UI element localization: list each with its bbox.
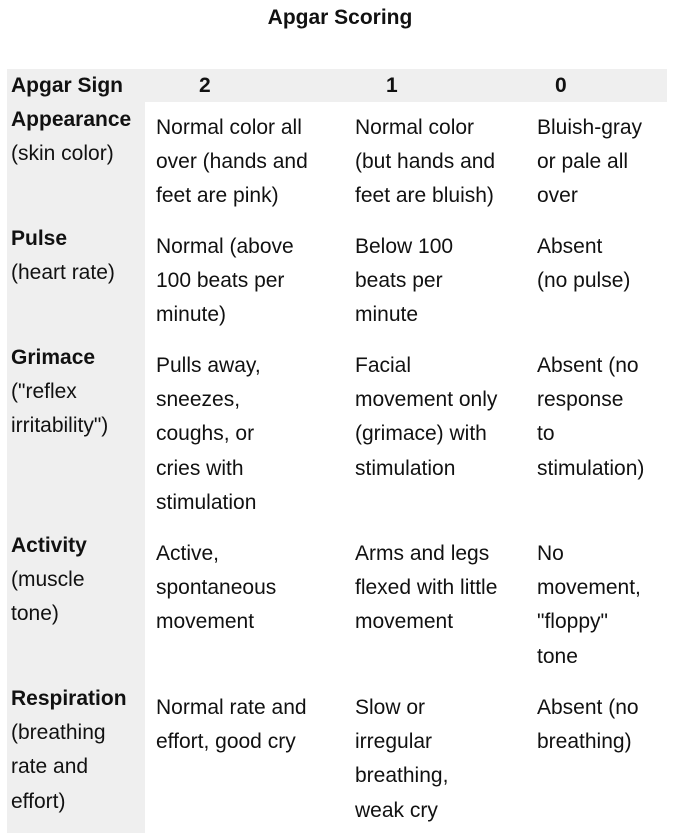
cell-text-line: movement xyxy=(355,610,454,634)
row-respiration-score-1 xyxy=(355,691,448,828)
row-respiration-score-2 xyxy=(156,691,307,759)
cell-text-line: movement only xyxy=(355,388,498,412)
cell-text-line: Pulls away, xyxy=(156,354,261,377)
sign-name: Pulse xyxy=(11,227,68,250)
cell-text-line: response xyxy=(537,388,624,412)
cell-text-line: spontaneous xyxy=(156,576,277,600)
row-activity-score-0 xyxy=(537,537,641,674)
cell-text-line: over (hands and xyxy=(156,150,308,174)
sign-description: tone) xyxy=(11,602,59,626)
cell-text-line: No xyxy=(537,542,564,565)
cell-text-line: minute) xyxy=(156,303,227,327)
row-pulse-sign xyxy=(11,222,115,290)
cell-text-line: breathing, xyxy=(355,764,449,788)
cell-text-line: cries with xyxy=(156,456,244,480)
cell-text-line: (but hands and xyxy=(355,150,496,174)
row-respiration-sign xyxy=(11,682,127,819)
cell-text-line: Facial xyxy=(355,354,412,377)
cell-text-line: Absent (no xyxy=(537,696,639,719)
sign-description: (heart rate) xyxy=(11,261,115,285)
sign-name: Grimace xyxy=(11,346,96,369)
cell-text-line: Absent (no xyxy=(537,354,639,377)
cell-text-line: (grimace) with xyxy=(355,422,487,446)
row-activity-score-2 xyxy=(156,537,276,640)
cell-text-line: irregular xyxy=(355,730,433,754)
cell-text-line: movement, xyxy=(537,576,641,600)
cell-text-line: 100 beats per xyxy=(156,269,285,293)
cell-text-line: Arms and legs xyxy=(355,542,490,565)
sign-description: rate and xyxy=(11,755,89,779)
row-respiration-score-0 xyxy=(537,691,639,759)
row-grimace-score-0 xyxy=(537,349,644,486)
table-title: Apgar Scoring xyxy=(267,6,413,29)
sign-description: irritability") xyxy=(11,414,109,438)
cell-text-line: (no pulse) xyxy=(537,269,631,293)
sign-description: (skin color) xyxy=(11,142,114,166)
cell-text-line: beats per xyxy=(355,269,443,293)
row-pulse-score-0 xyxy=(537,230,630,298)
row-activity-sign xyxy=(11,529,87,632)
cell-text-line: stimulation xyxy=(156,490,257,514)
row-grimace-score-1 xyxy=(355,349,497,486)
cell-text-line: or pale all xyxy=(537,150,629,174)
cell-text-line: Slow or xyxy=(355,696,426,719)
sign-description: (muscle xyxy=(11,568,85,592)
row-appearance-score-2 xyxy=(156,111,308,214)
sign-description: (breathing xyxy=(11,721,106,745)
cell-text-line: Normal color xyxy=(355,116,475,139)
row-pulse-score-2 xyxy=(156,230,294,333)
cell-text-line: movement xyxy=(156,610,255,634)
cell-text-line: "floppy" xyxy=(537,610,608,634)
row-appearance-score-0 xyxy=(537,111,642,214)
cell-text-line: sneezes, xyxy=(156,388,241,412)
row-grimace-sign xyxy=(11,341,108,444)
sign-name: Respiration xyxy=(11,687,127,710)
cell-text-line: over xyxy=(537,184,578,208)
cell-text-line: tone xyxy=(537,644,578,668)
cell-text-line: Below 100 xyxy=(355,235,454,258)
row-grimace-score-2 xyxy=(156,349,261,520)
cell-text-line: Normal color all xyxy=(156,116,302,139)
header-score-0: 0 xyxy=(555,74,567,97)
row-appearance-sign xyxy=(11,103,131,171)
cell-text-line: Normal (above xyxy=(156,235,294,258)
cell-text-line: to xyxy=(537,422,555,446)
sign-description: effort) xyxy=(11,789,66,813)
cell-text-line: stimulation) xyxy=(537,456,645,480)
cell-text-line: minute xyxy=(355,303,419,327)
cell-text-line: Normal rate and xyxy=(156,696,307,719)
cell-text-line: breathing) xyxy=(537,730,632,754)
cell-text-line: coughs, or xyxy=(156,422,255,446)
row-appearance-score-1 xyxy=(355,111,495,214)
cell-text-line: weak cry xyxy=(355,798,438,822)
header-apgar-sign: Apgar Sign xyxy=(11,74,124,97)
cell-text-line: Active, xyxy=(156,542,220,565)
cell-text-line: flexed with little xyxy=(355,576,498,600)
cell-text-line: feet are pink) xyxy=(156,184,279,208)
sign-name: Activity xyxy=(11,534,87,557)
header-score-1: 1 xyxy=(386,74,398,97)
cell-text-line: effort, good cry xyxy=(156,730,296,754)
cell-text-line: Absent xyxy=(537,235,603,258)
cell-text-line: Bluish-gray xyxy=(537,116,643,139)
cell-text-line: stimulation xyxy=(355,456,456,480)
sign-description: ("reflex xyxy=(11,380,77,404)
row-activity-score-1 xyxy=(355,537,497,640)
row-pulse-score-1 xyxy=(355,230,453,333)
cell-text-line: feet are bluish) xyxy=(355,184,494,208)
sign-name: Appearance xyxy=(11,108,132,131)
header-score-2: 2 xyxy=(199,74,211,97)
